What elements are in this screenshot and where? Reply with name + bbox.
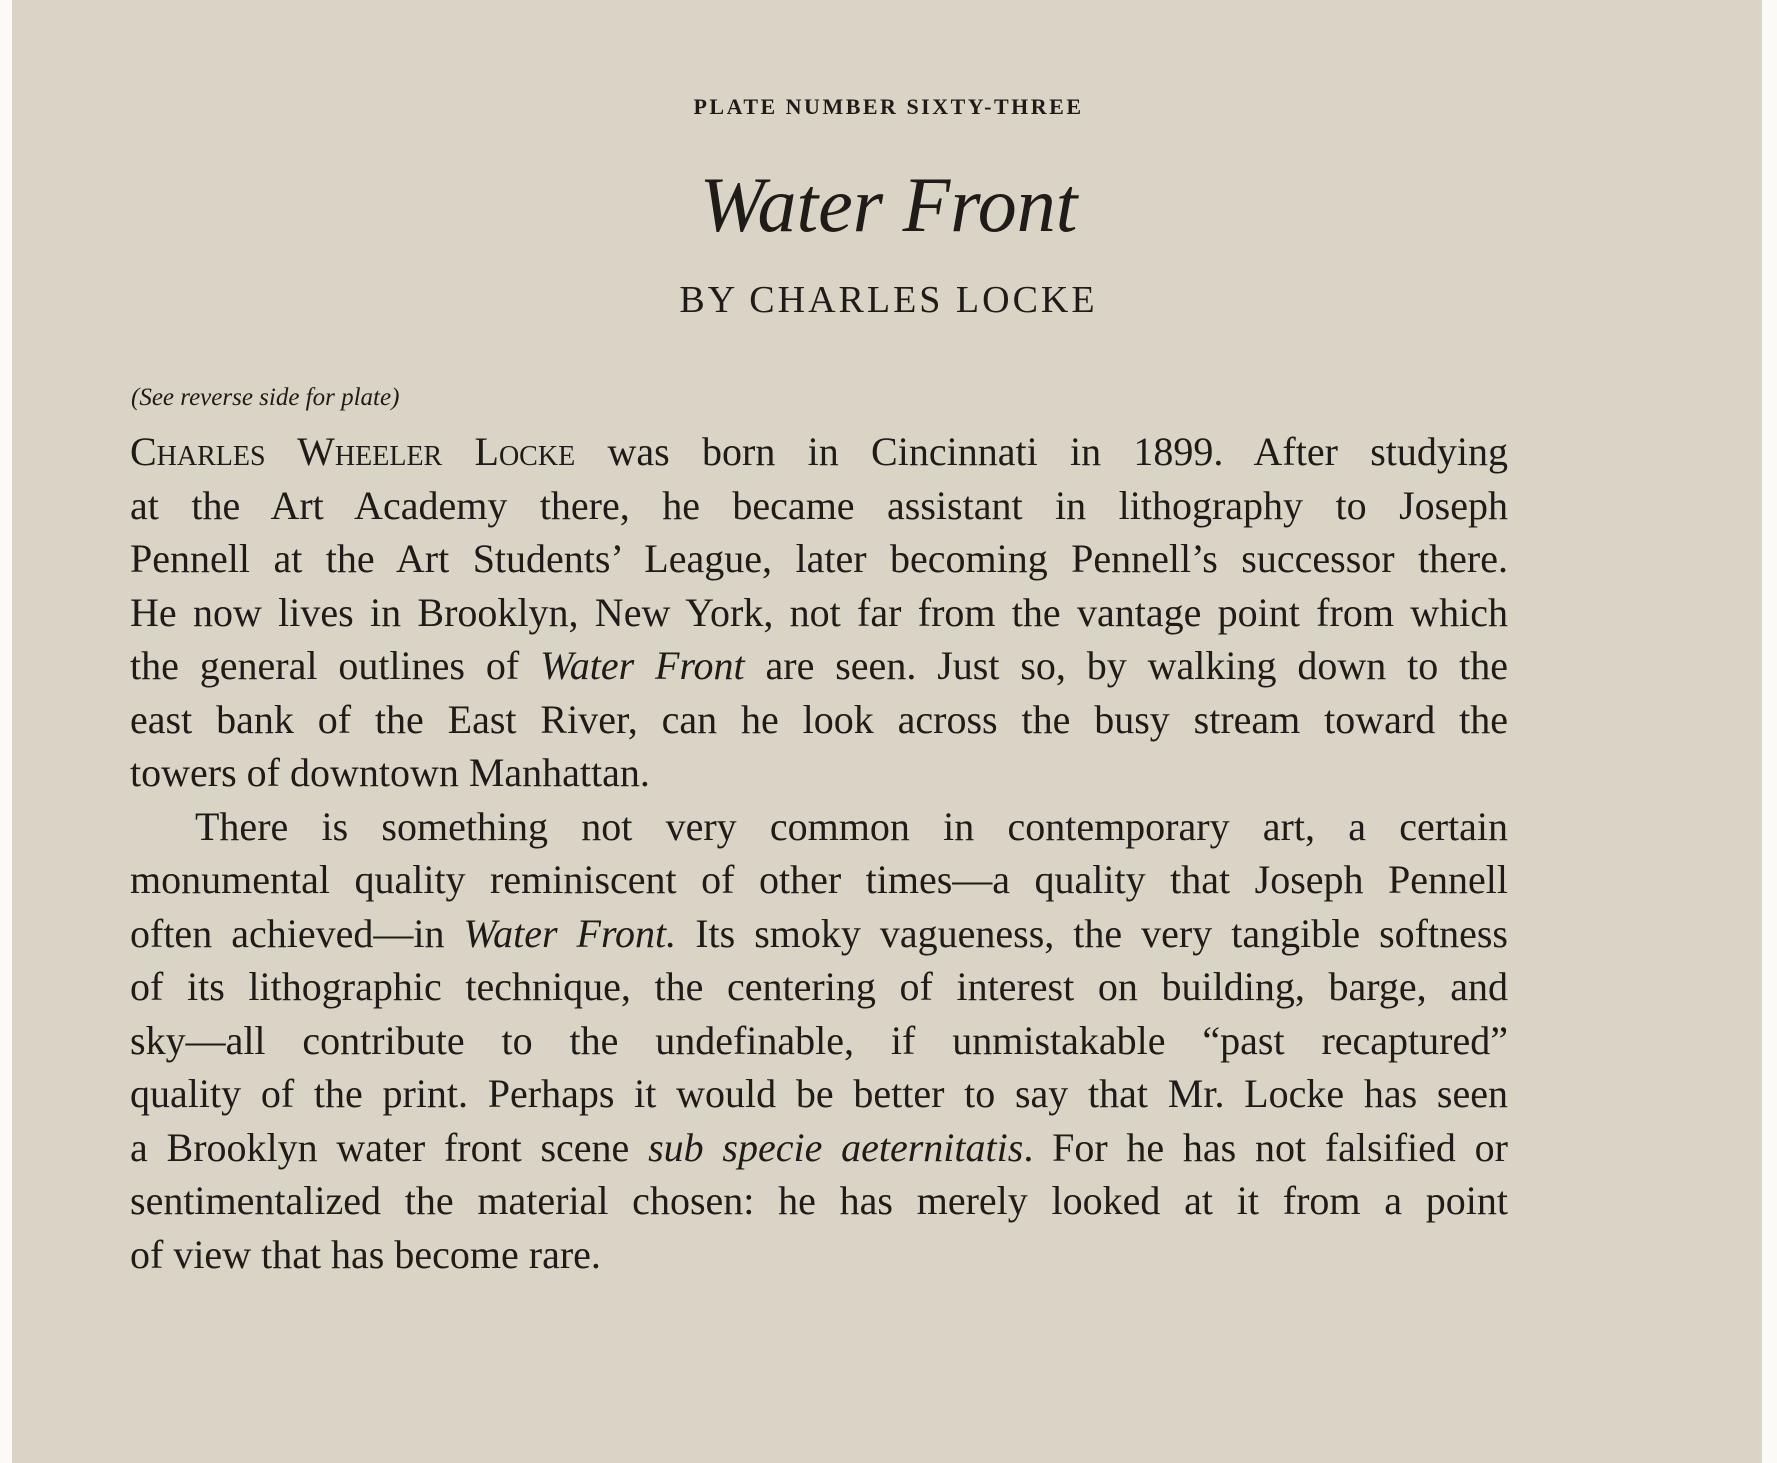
body-text [130,425,1508,1281]
small-caps-text: Charles Wheeler Locke [130,429,576,474]
text-segment: east bank of the East River, can he look across the busy stream toward the [130,696,1508,742]
text-segment: sentimentalized the material chosen: he has merely looked at it from a point [130,1178,1508,1223]
text-segment: of view that has become rare. [130,1231,601,1277]
text-line [130,1067,1508,1121]
text-line [130,907,1508,961]
text-line [130,1228,1508,1282]
text-segment: at the Art Academy there, he became assistant in lithography to Joseph [130,482,1508,528]
text-line [130,479,1508,533]
byline: BY CHARLES LOCKE [679,279,1098,321]
text-segment: . For he has not falsified or [1023,1124,1508,1170]
text-line [130,800,1508,854]
text-line [130,425,1508,479]
text-line [130,1121,1508,1175]
plate-number-header: PLATE NUMBER SIXTY-THREE [693,94,1084,119]
text-segment: There is something not very common in contemporary art, a certain [195,803,1508,849]
text-line [130,532,1508,586]
text-line [130,1174,1508,1228]
page-title: Water Front [699,161,1078,248]
text-segment: towers of downtown Manhattan. [130,750,650,795]
text-line [130,693,1508,747]
text-line [130,586,1508,640]
text-line [130,1014,1508,1068]
plate-note: (See reverse side for plate) [131,384,400,411]
text-segment: quality of the print. Perhaps it would be better to say that Mr. Locke has seen [130,1071,1508,1116]
text-segment: often achieved—in [130,910,464,956]
text-segment: He now lives in Brooklyn, New York, not far from the vantage point from which [130,589,1508,635]
text-line [130,960,1508,1014]
text-line [130,746,1508,800]
text-segment: the general outlines of [130,643,541,688]
italic-text: sub specie aeternitatis [648,1124,1024,1170]
text-segment: of its lithographic technique, the centering of interest on building, barge, and [130,964,1508,1009]
text-line [130,639,1508,693]
text-segment: are seen. Just so, by walking down to the [744,643,1509,688]
text-line [130,853,1508,907]
italic-text: Water Front [540,643,745,688]
text-segment: Pennell at the Art Students’ League, later becoming Pennell’s successor there. [130,536,1508,581]
text-segment: a Brooklyn water front scene [130,1124,649,1170]
italic-text: Water Front. [463,910,677,956]
text-segment: Its smoky vagueness, the very tangible softness [676,910,1509,956]
text-segment: sky—all contribute to the undefinable, if unmistakable “past recaptured” [130,1017,1508,1063]
text-segment: monumental quality reminiscent of other times—a quality that Joseph Pennell [130,857,1508,902]
text-segment: was born in Cincinnati in 1899. After studying [575,429,1508,474]
